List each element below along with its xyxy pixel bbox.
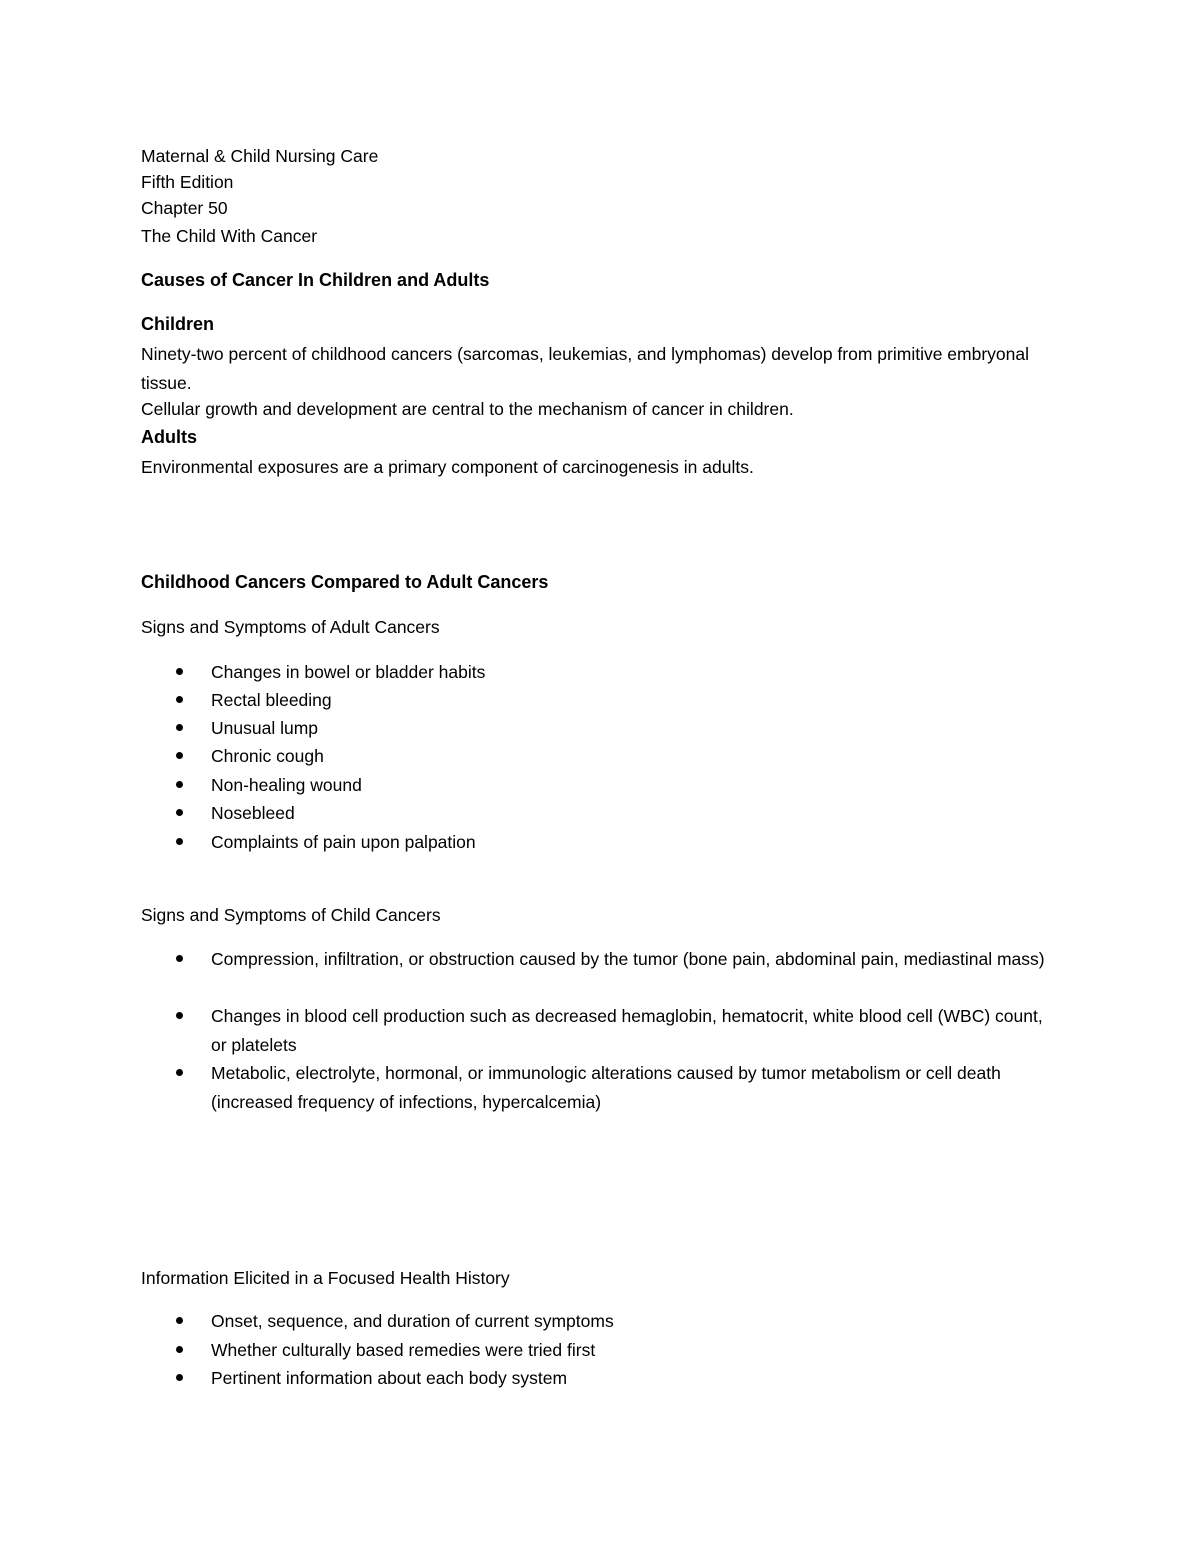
- children-paragraph-1: Ninety-two percent of childhood cancers (sarcomas, leukemias, and lymphomas) develop from primitive embryonal tissue.: [141, 344, 1030, 393]
- list-item: Changes in bowel or bladder habits: [141, 658, 1061, 687]
- adult-signs-subheading: Signs and Symptoms of Adult Cancers: [141, 617, 440, 637]
- list-item: Compression, infiltration, or obstruction caused by the tumor (bone pain, abdominal pain, mediastinal mass): [141, 945, 1061, 974]
- list-item: Metabolic, electrolyte, hormonal, or immunologic alterations caused by tumor metabolism or cell death (increased frequency of infections, hypercalcemia): [141, 1059, 1061, 1116]
- list-item: Pertinent information about each body system: [141, 1364, 1061, 1393]
- list-item: Changes in blood cell production such as decreased hemaglobin, hematocrit, white blood cell (WBC) count, or platelets: [141, 1002, 1061, 1059]
- adults-paragraph: Environmental exposures are a primary component of carcinogenesis in adults.: [141, 457, 754, 477]
- chapter-title: The Child With Cancer: [141, 226, 318, 246]
- children-paragraph-2: Cellular growth and development are central to the mechanism of cancer in children.: [141, 399, 794, 419]
- list-item: Non-healing wound: [141, 771, 1061, 800]
- chapter-number: Chapter 50: [141, 198, 228, 218]
- bullet-icon: [176, 668, 183, 675]
- edition: Fifth Edition: [141, 172, 234, 192]
- bullet-icon: [176, 1317, 183, 1324]
- list-item: Unusual lump: [141, 714, 1061, 743]
- list-item: Chronic cough: [141, 742, 1061, 771]
- bullet-icon: [176, 781, 183, 788]
- bullet-icon: [176, 1069, 183, 1076]
- bullet-icon: [176, 696, 183, 703]
- bullet-icon: [176, 809, 183, 816]
- subheading-children: Children: [141, 314, 215, 334]
- bullet-icon: [176, 1012, 183, 1019]
- section-heading-comparison: Childhood Cancers Compared to Adult Cancers: [141, 572, 549, 592]
- bullet-icon: [176, 724, 183, 731]
- bullet-icon: [176, 838, 183, 845]
- bullet-icon: [176, 1346, 183, 1353]
- section-heading-causes: Causes of Cancer In Children and Adults: [141, 270, 490, 290]
- list-item: Onset, sequence, and duration of current symptoms: [141, 1307, 1061, 1336]
- list-item: Complaints of pain upon palpation: [141, 828, 1061, 857]
- subheading-adults: Adults: [141, 427, 197, 447]
- bullet-icon: [176, 1374, 183, 1381]
- list-item: Nosebleed: [141, 799, 1061, 828]
- list-item: Rectal bleeding: [141, 686, 1061, 715]
- health-history-subheading: Information Elicited in a Focused Health History: [141, 1268, 510, 1288]
- list-item: Whether culturally based remedies were tried first: [141, 1336, 1061, 1365]
- bullet-icon: [176, 752, 183, 759]
- child-signs-subheading: Signs and Symptoms of Child Cancers: [141, 905, 441, 925]
- book-title: Maternal & Child Nursing Care: [141, 146, 379, 166]
- bullet-icon: [176, 955, 183, 962]
